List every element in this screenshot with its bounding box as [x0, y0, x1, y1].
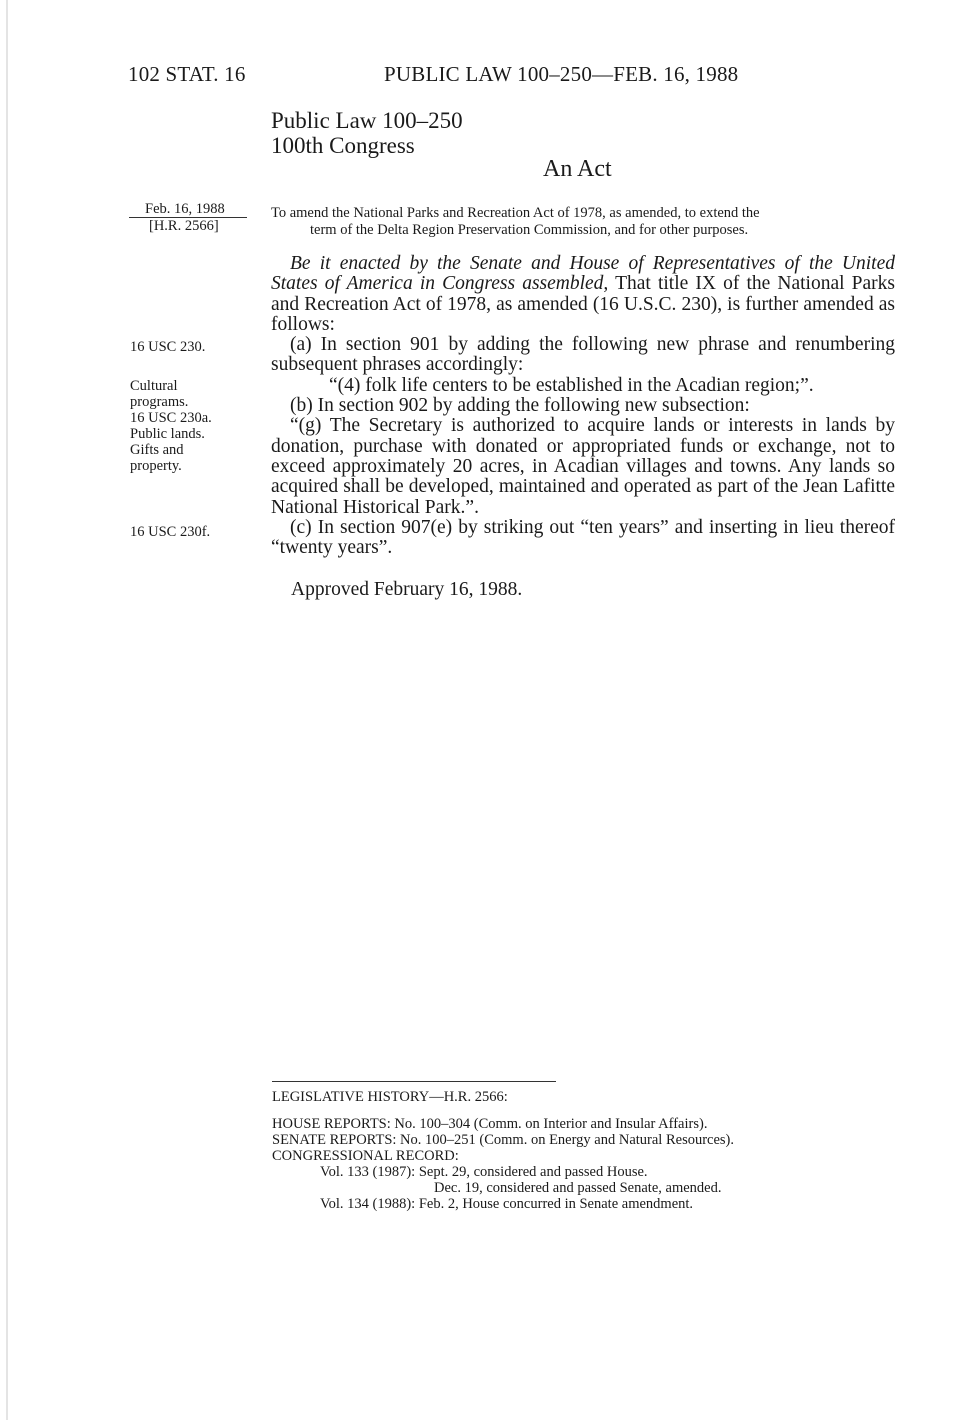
subsection-g: “(g) The Secretary is authorized to acquire lands or interests in lands by donation, purchase with donated or appropriated funds or exchange, not to exceed approximately 20 acres, in Acadian villages and towns. Any lands so acquired shall be developed, maintained and operated as part of the Jean Lafitte National Historical Park.”. — [271, 415, 895, 518]
legislative-history-rule — [272, 1081, 556, 1082]
scan-edge-shadow — [6, 0, 8, 1420]
margin-date: Feb. 16, 1988 — [145, 201, 225, 217]
page-number-header: 102 STAT. 16 — [128, 62, 246, 86]
margin-usc-230: 16 USC 230. — [130, 339, 206, 355]
enacting-clause — [271, 254, 895, 335]
act-body — [271, 254, 895, 558]
margin-line: 16 USC 230a. — [130, 410, 212, 426]
congressional-record-label: CONGRESSIONAL RECORD: — [272, 1148, 459, 1164]
margin-bill-number: [H.R. 2566] — [149, 218, 219, 234]
section-a-quote: “(4) folk life centers to be established in the Acadian region;”. — [329, 374, 814, 396]
enacting-rest: That title IX of the National Parks and Recreation Act of 1978, as amended (16 U.S.C. 230), is further amended as follows: — [271, 273, 895, 335]
legislative-history-title: LEGISLATIVE HISTORY—H.R. 2566: — [272, 1089, 508, 1105]
section-c: (c) In section 907(e) by striking out “ten years” and inserting in lieu thereof “twenty years”. — [271, 516, 895, 559]
section-b: (b) In section 902 by adding the following new subsection: — [290, 395, 750, 417]
congress-label: 100th Congress — [271, 133, 415, 158]
margin-line: Cultural — [130, 378, 178, 394]
record-dec-19: Dec. 19, considered and passed Senate, amended. — [434, 1180, 722, 1196]
senate-reports: SENATE REPORTS: No. 100–251 (Comm. on Energy and Natural Resources). — [272, 1132, 735, 1148]
approval-date: Approved February 16, 1988. — [291, 579, 523, 600]
house-reports: HOUSE REPORTS: No. 100–304 (Comm. on Interior and Insular Affairs). — [272, 1116, 708, 1132]
purpose-line-2: term of the Delta Region Preservation Commission, and for other purposes. — [310, 222, 749, 238]
margin-cultural-programs — [130, 378, 212, 474]
margin-line: Gifts and — [130, 442, 184, 458]
running-header: PUBLIC LAW 100–250—FEB. 16, 1988 — [384, 62, 739, 86]
record-vol-134: Vol. 134 (1988): Feb. 2, House concurred in Senate amendment. — [320, 1196, 694, 1212]
margin-usc-230f: 16 USC 230f. — [130, 524, 211, 540]
enacting-italic: Be it enacted by the Senate and House of Representatives of the United States of America in Congress assembled, — [271, 253, 895, 295]
public-law-number: Public Law 100–250 — [271, 108, 463, 133]
margin-line: programs. — [130, 394, 189, 410]
section-a: (a) In section 901 by adding the following new phrase and renumbering subsequent phrases accordingly: — [271, 334, 895, 376]
margin-line: Public lands. — [130, 426, 205, 442]
margin-line: property. — [130, 458, 182, 474]
act-heading: An Act — [543, 156, 612, 182]
purpose-line-1: To amend the National Parks and Recreation Act of 1978, as amended, to extend the — [271, 205, 760, 221]
record-vol-133: Vol. 133 (1987): Sept. 29, considered and passed House. — [320, 1164, 648, 1180]
